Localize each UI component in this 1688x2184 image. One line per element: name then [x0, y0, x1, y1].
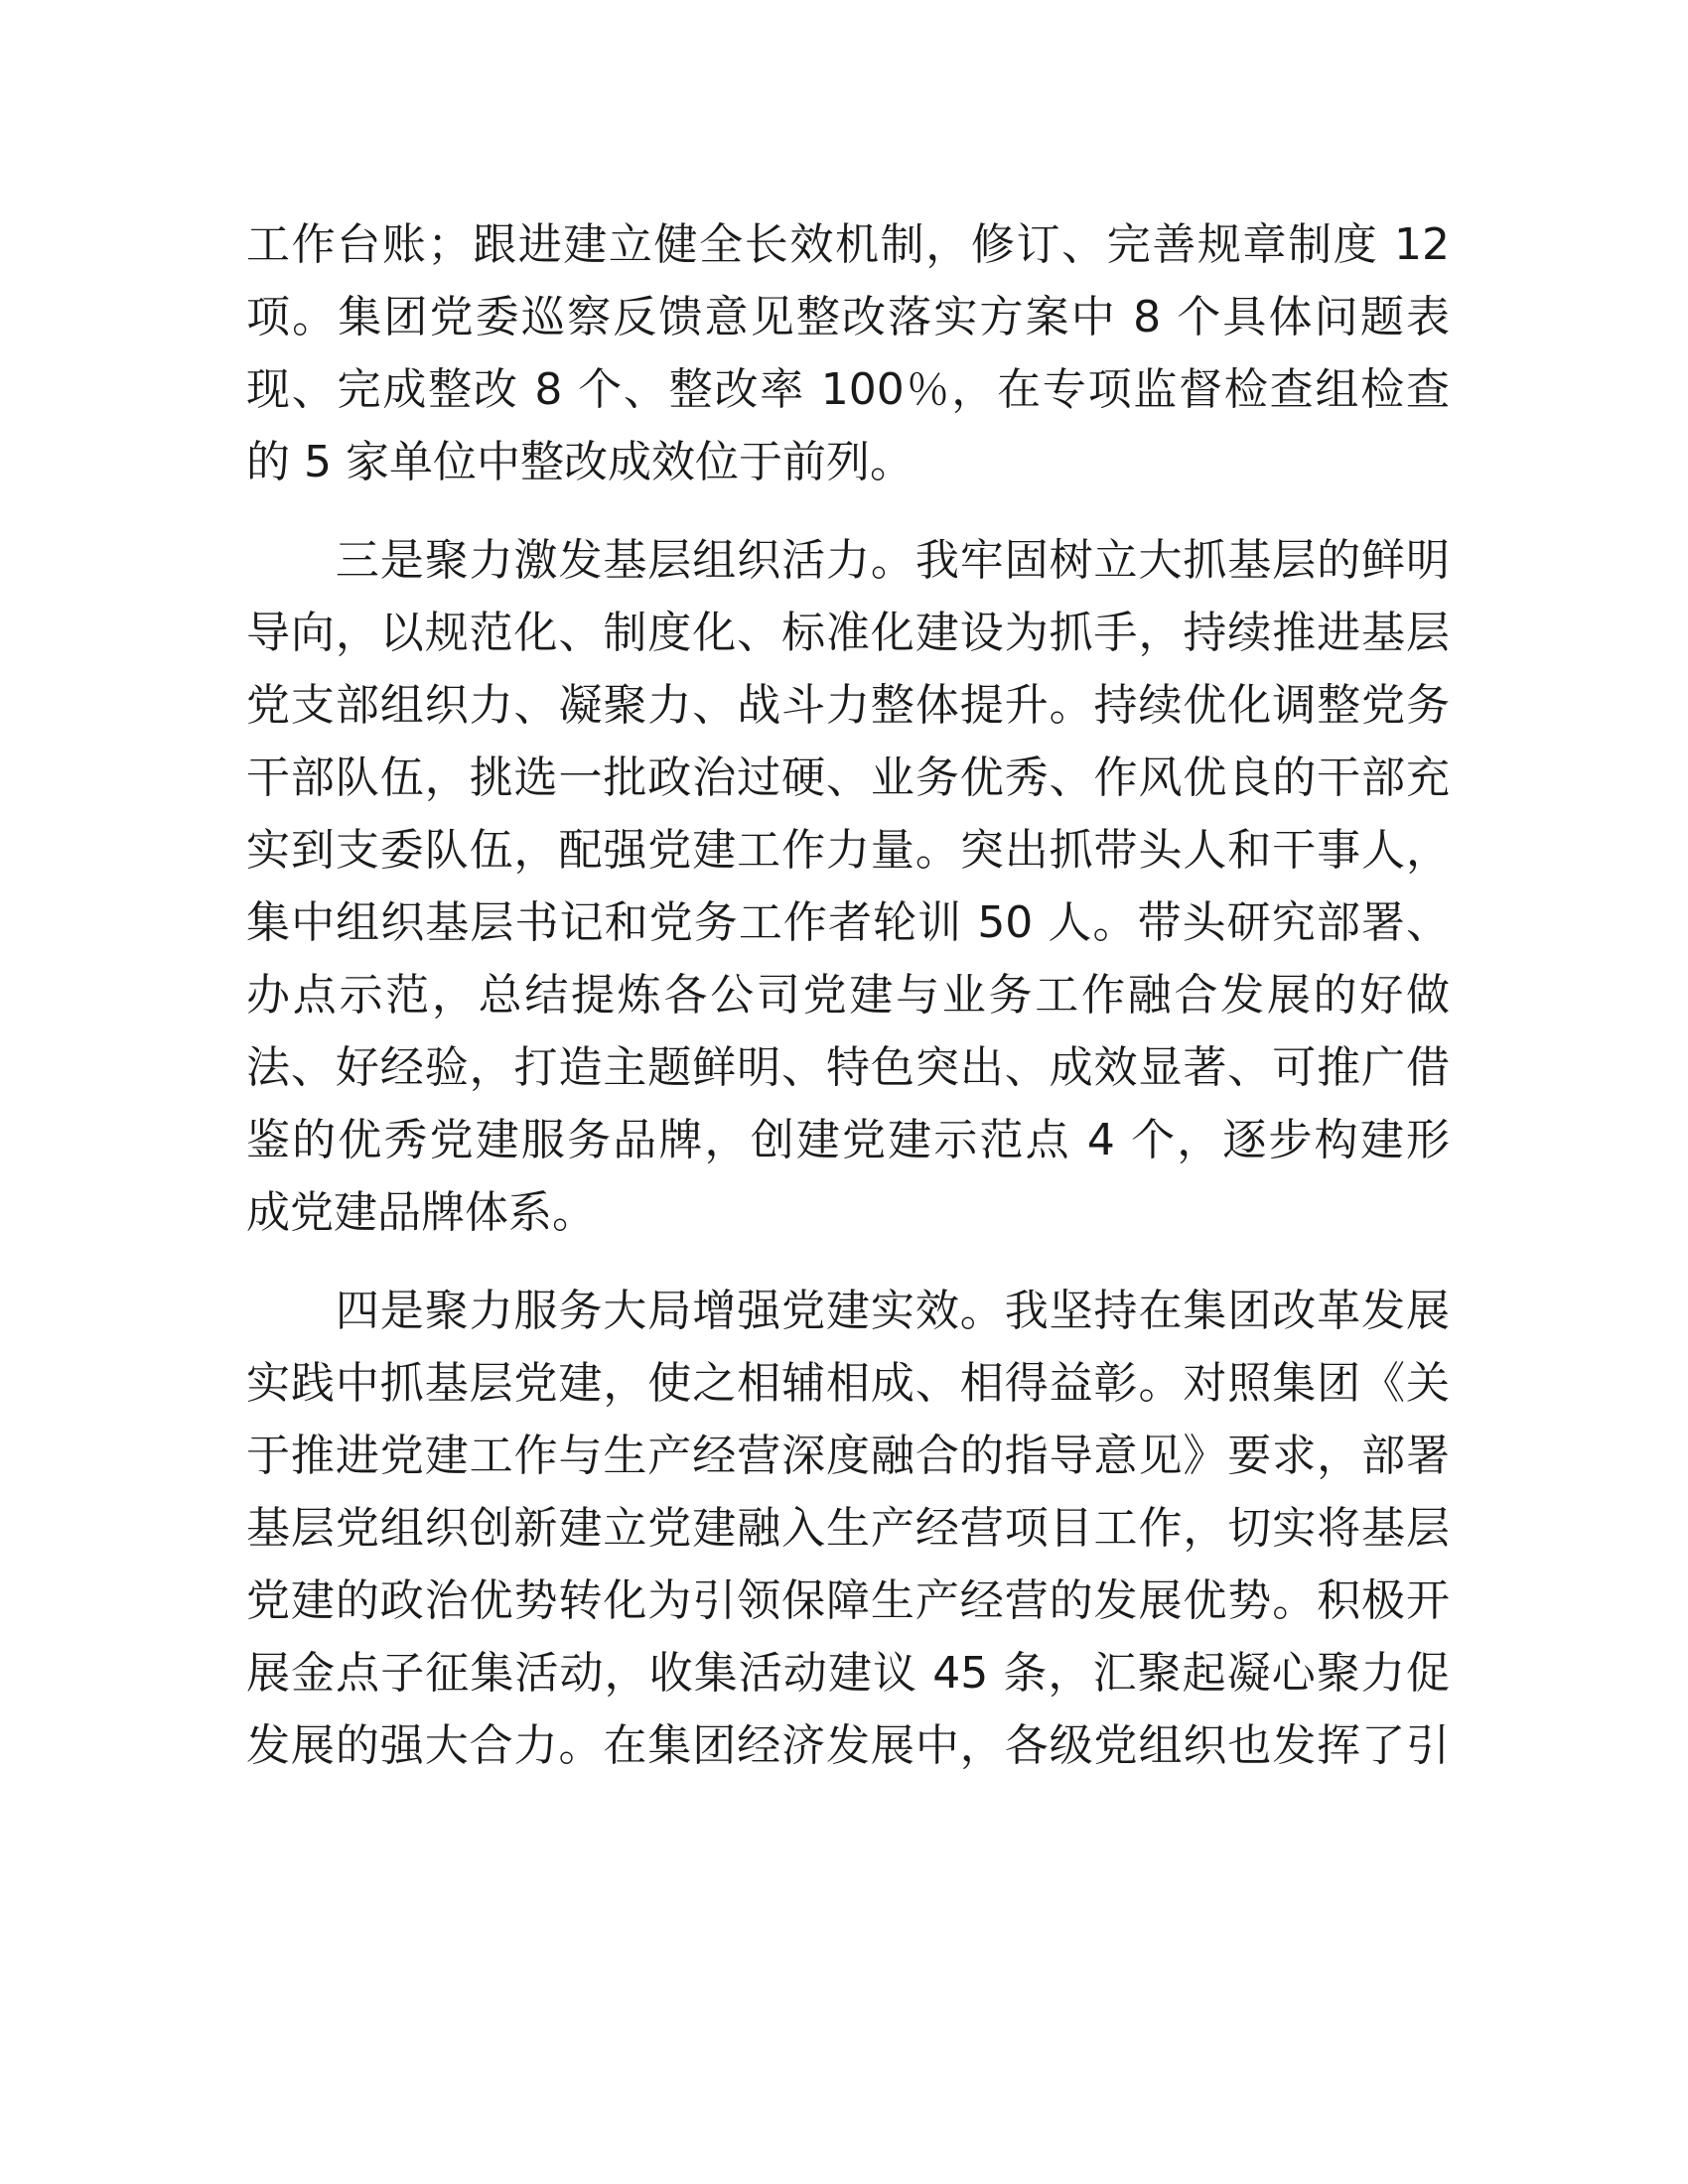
text-line: 导向，以规范化、制度化、标准化建设为抓手，持续推进基层 — [246, 608, 1450, 658]
text-line: 法、好经验，打造主题鲜明、特色突出、成效显著、可推广借 — [246, 1042, 1450, 1093]
text-line: 于推进党建工作与生产经营深度融合的指导意见》要求，部署 — [246, 1431, 1450, 1481]
text-line: 党支部组织力、凝聚力、战斗力整体提升。持续优化调整党务 — [246, 680, 1450, 731]
text-line: 实到支委队伍，配强党建工作力量。突出抓带头人和干事人， — [246, 825, 1450, 876]
paragraph-spacer — [246, 498, 1450, 524]
paragraph-2 — [246, 524, 1450, 1249]
text-line: 的 5 家单位中整改成效位于前列。 — [246, 437, 914, 487]
text-line: 三是聚力激发基层组织活力。我牢固树立大抓基层的鲜明 — [246, 535, 1450, 586]
paragraph-1 — [246, 208, 1450, 498]
body-text — [246, 208, 1450, 1782]
paragraph-3 — [246, 1275, 1450, 1782]
text-line: 鉴的优秀党建服务品牌，创建党建示范点 4 个，逐步构建形 — [246, 1115, 1450, 1165]
text-line: 展金点子征集活动，收集活动建议 45 条，汇聚起凝心聚力促 — [246, 1648, 1450, 1699]
text-line: 党建的政治优势转化为引领保障生产经营的发展优势。积极开 — [246, 1575, 1450, 1626]
text-line: 干部队伍，挑选一批政治过硬、业务优秀、作风优良的干部充 — [246, 752, 1450, 803]
text-line: 现、完成整改 8 个、整改率 100％，在专项监督检查组检查 — [246, 364, 1450, 415]
text-line: 办点示范，总结提炼各公司党建与业务工作融合发展的好做 — [246, 970, 1450, 1021]
text-line: 实践中抓基层党建，使之相辅相成、相得益彰。对照集团《关 — [246, 1358, 1450, 1409]
text-line: 项。集团党委巡察反馈意见整改落实方案中 8 个具体问题表 — [246, 292, 1450, 342]
text-line: 工作台账；跟进建立健全长效机制，修订、完善规章制度 12 — [246, 219, 1450, 270]
text-line: 成党建品牌体系。 — [246, 1187, 596, 1238]
text-line: 发展的强大合力。在集团经济发展中，各级党组织也发挥了引 — [246, 1720, 1450, 1771]
text-line: 四是聚力服务大局增强党建实效。我坚持在集团改革发展 — [246, 1286, 1450, 1336]
text-line: 基层党组织创新建立党建融入生产经营项目工作，切实将基层 — [246, 1503, 1450, 1554]
text-line: 集中组织基层书记和党务工作者轮训 50 人。带头研究部署、 — [246, 897, 1450, 948]
paragraph-spacer — [246, 1249, 1450, 1275]
